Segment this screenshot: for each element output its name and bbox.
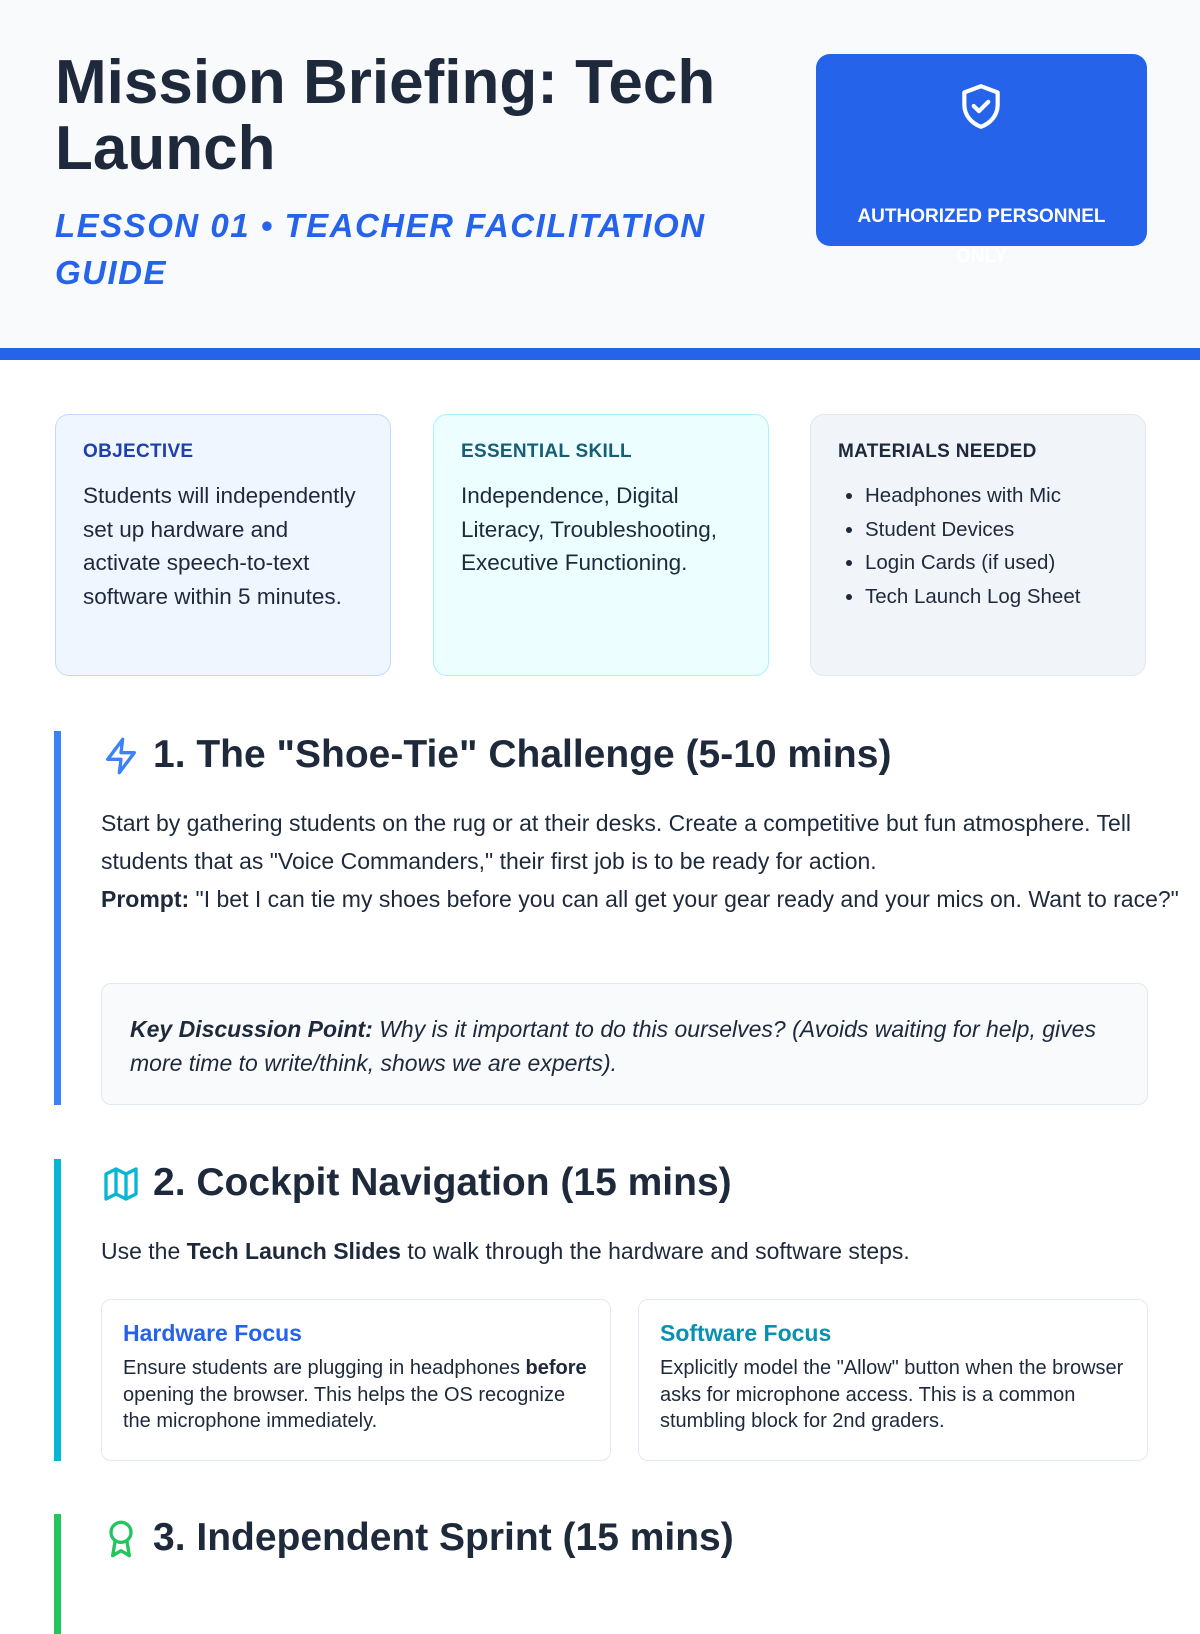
intro-text: Use the: [101, 1238, 187, 1264]
page-subtitle: LESSON 01 • TEACHER FACILITATION GUIDE: [55, 207, 706, 291]
objective-label: OBJECTIVE: [83, 441, 194, 462]
essential-skill-text: Independence, Digital Literacy, Troubleshooting, Executive Functioning.: [461, 483, 717, 575]
section-accent-bar: [54, 1159, 61, 1461]
list-item: • Student Devices: [865, 513, 1119, 547]
badge-line-2: ONLY: [955, 246, 1008, 267]
section-accent-bar: [54, 731, 61, 1105]
list-item: • Login Cards (if used): [865, 546, 1119, 580]
hardware-text-start: Ensure students are plugging in headphones: [123, 1357, 526, 1379]
section-body: [101, 1232, 1191, 1270]
hardware-focus-title: Hardware Focus: [123, 1320, 302, 1346]
callout-label: Key Discussion Point:: [130, 1016, 373, 1042]
section-cockpit-navigation: [54, 1159, 1148, 1461]
hardware-focus-card: [101, 1299, 611, 1461]
section-body: [101, 804, 1191, 918]
objective-text: Students will independently set up hardware and activate speech-to-text software within 5 minutes.: [83, 483, 356, 609]
callout-text: Why is it important to do this ourselves? (Avoids waiting for help, gives more time to write/think, shows we are experts).: [130, 1016, 1096, 1076]
page-title: Mission Briefing: Tech Launch: [55, 48, 716, 183]
badge-text: [836, 197, 1127, 277]
hardware-focus-text: [123, 1355, 590, 1435]
slides-name: Tech Launch Slides: [186, 1238, 401, 1264]
intro-text-end: to walk through the hardware and software steps.: [400, 1238, 910, 1264]
essential-skill-card: [433, 414, 769, 676]
map-icon: [101, 1164, 141, 1204]
badge-line-1: AUTHORIZED PERSONNEL: [857, 206, 1106, 227]
prompt-text: "I bet I can tie my shoes before you can all get your gear ready and your mics on. Want to race?": [189, 886, 1179, 912]
software-focus-text: Explicitly model the "Allow" button when the browser asks for microphone access. This is a common stumbling block for 2nd graders.: [660, 1357, 1124, 1432]
list-item: • Tech Launch Log Sheet: [865, 580, 1119, 614]
section-title: 2. Cockpit Navigation (15 mins): [153, 1161, 732, 1204]
prompt-label: Prompt:: [101, 886, 190, 912]
materials-list: [838, 479, 1119, 613]
intro-text: Start by gathering students on the rug or at their desks. Create a competitive but fun atmosphere. Tell students that as "Voice Commanders," their first job is to be ready for action.: [101, 810, 1132, 874]
key-discussion-callout: [101, 983, 1148, 1105]
software-focus-title: Software Focus: [660, 1320, 832, 1346]
authorized-badge: [816, 54, 1147, 267]
lightning-icon: [101, 736, 141, 776]
section-title: 3. Independent Sprint (15 mins): [153, 1516, 734, 1559]
hardware-text-emphasis: before: [525, 1357, 587, 1379]
hardware-text-end: opening the browser. This helps the OS recognize the microphone immediately.: [123, 1383, 566, 1432]
page-header: [0, 0, 1200, 360]
section-accent-bar: [54, 1514, 61, 1634]
list-item: • Headphones with Mic: [865, 479, 1119, 513]
section-title: 1. The "Shoe-Tie" Challenge (5-10 mins): [153, 733, 892, 776]
award-icon: [101, 1519, 141, 1559]
section-independent-sprint: [54, 1514, 1148, 1634]
materials-card: [810, 414, 1146, 676]
section-shoe-tie-challenge: [54, 731, 1179, 1105]
essential-skill-label: ESSENTIAL SKILL: [461, 441, 632, 462]
objective-card: [55, 414, 391, 676]
materials-label: MATERIALS NEEDED: [838, 441, 1037, 462]
software-focus-card: [638, 1299, 1148, 1461]
shield-check-icon: [956, 80, 1006, 134]
